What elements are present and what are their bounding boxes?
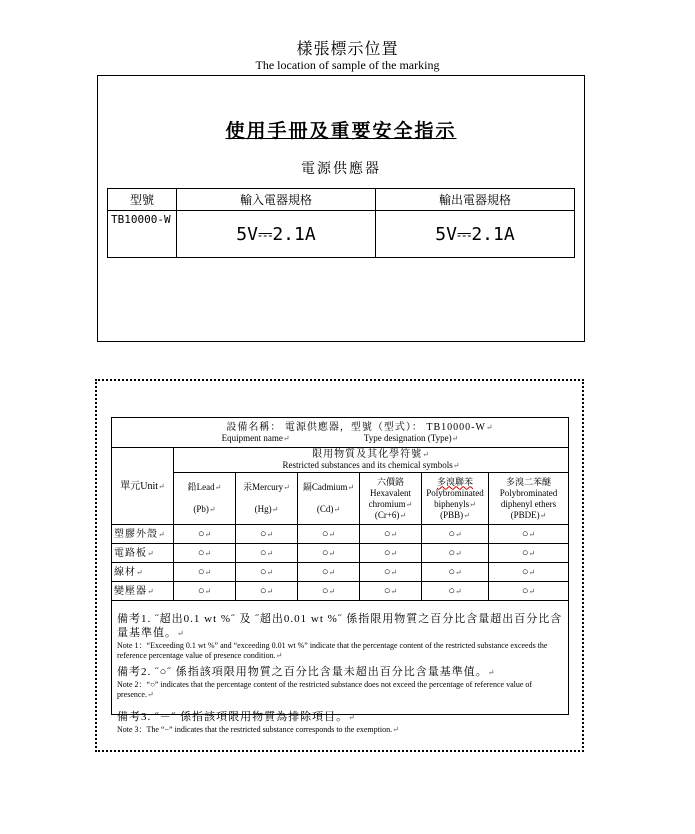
substance-lead: 鉛Lead↵ (Pb)↵ [174, 473, 236, 525]
equipment-header: 設備名稱： 電源供應器，型號（型式）： TB10000-W↵ Equipment name↵ Type designation (Type)↵ [112, 418, 569, 448]
table-row: 塑膠外殼↵ ○↵ ○↵ ○↵ ○↵ ○↵ ○↵ [112, 525, 569, 544]
label-sample-box [97, 75, 585, 342]
spec-table [107, 188, 575, 258]
unit-row-label: 電路板↵ [112, 544, 174, 563]
substance-cadmium: 鎘Cadmium↵ (Cd)↵ [298, 473, 360, 525]
rohs-notes [117, 612, 565, 735]
unit-header: 單元Unit↵ [112, 448, 174, 525]
product-name: 電源供應器 [301, 162, 381, 177]
note2-zh: 備考2. ˝○˝ 係指該項限用物質之百分比含量未超出百分比含量基準值。↵ [117, 666, 496, 678]
spec-header-model: 型號 [108, 189, 177, 211]
note2-en: Note 2：“○” indicates that the percentage content of the restricted substance does not exceed the percentage of reference value of presence.↵ [117, 680, 533, 699]
note3-zh: 備考3. ˝－˝ 係指該項限用物質為排除項目。↵ [117, 711, 356, 723]
spec-header-input: 輸入電器規格 [177, 189, 376, 211]
restricted-header: 限用物質及其化學符號↵ Restricted substances and its chemical symbols↵ [174, 448, 569, 473]
table-row: 電路板↵ ○↵ ○↵ ○↵ ○↵ ○↵ ○↵ [112, 544, 569, 563]
spec-header-output: 輸出電器規格 [376, 189, 575, 211]
table-row: 線材↵ ○↵ ○↵ ○↵ ○↵ ○↵ ○↵ [112, 563, 569, 582]
input-spec-value: 5V⎓2.1A [177, 211, 376, 258]
note1-zh: 備考1. ˝超出0.1 wt %˝ 及 ˝超出0.01 wt %˝ 係指限用物質之百分比含量超出百分比含量基準值。↵ [117, 613, 563, 639]
substance-mercury: 汞Mercury↵ (Hg)↵ [236, 473, 298, 525]
manual-title: 使用手冊及重要安全指示 [225, 121, 457, 142]
model-value: TB10000-W [108, 211, 177, 258]
substance-hexavalent-chromium: 六價鉻 Hexavalent chromium↵ (Cr+6)↵ [360, 473, 422, 525]
table-row: 變壓器↵ ○↵ ○↵ ○↵ ○↵ ○↵ ○↵ [112, 582, 569, 601]
unit-row-label: 變壓器↵ [112, 582, 174, 601]
output-spec-value: 5V⎓2.1A [376, 211, 575, 258]
equipment-name-en: Equipment name [221, 432, 283, 443]
type-designation-en: Type designation (Type) [363, 432, 452, 443]
unit-row-label: 線材↵ [112, 563, 174, 582]
marking-title-en: The location of sample of the marking [255, 58, 440, 72]
unit-row-label: 塑膠外殼↵ [112, 525, 174, 544]
substance-pbde: 多溴二苯醚 Polybrominated diphenyl ethers (PBDE)↵ [489, 473, 569, 525]
marking-title-zh: 樣張標示位置 [296, 41, 399, 58]
note1-en: Note 1：“Exceeding 0.1 wt %” and “exceeding 0.01 wt %” indicate that the percentage content of the restricted substance exceeds the reference percentage value of presence condition.↵ [117, 641, 548, 660]
substance-pbb: 多溴聯苯 Polybrominated biphenyls↵ (PBB)↵ [422, 473, 489, 525]
note3-en: Note 3：The “−” indicates that the restricted substance corresponds to the exemption.↵ [117, 725, 399, 734]
equipment-line-zh: 設備名稱： 電源供應器，型號（型式）： TB10000-W [226, 421, 486, 433]
